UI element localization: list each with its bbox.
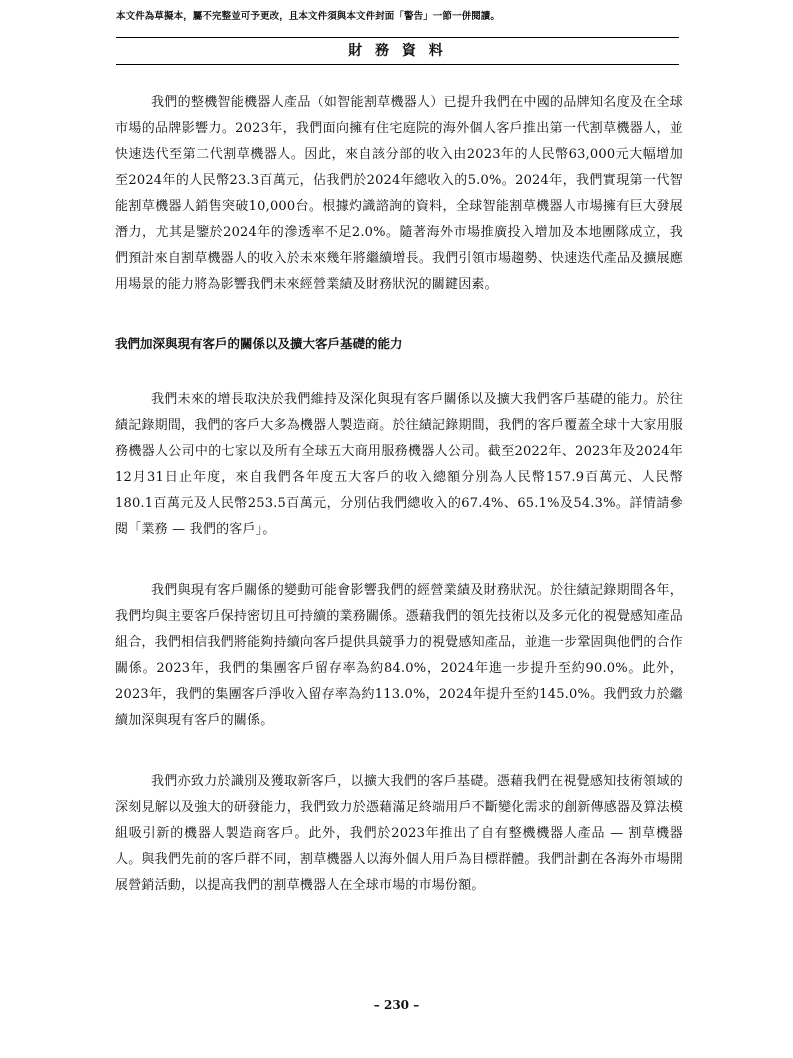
- paragraph-customer-base: 我們未來的增長取決於我們維持及深化與現有客戶關係以及擴大我們客戶基礎的能力。於往績記錄期間，我們的客戶大多為機器人製造商。於往績記錄期間，我們的客戶覆蓋全球十大家用服務機器人公司中的七家以及所有全球五大商用服務機器人公司。截至2022年、2023年及2024年12月31日止年度，來自我們各年度五大客戶的收入總額分別為人民幣157.9百萬元、人民幣180.1百萬元及人民幣253.5百萬元，分別佔我們總收入的67.4%、65.1%及54.3%。詳情請參閱「業務 — 我們的客戶」。: [115, 392, 683, 537]
- header-top-rule: [116, 37, 679, 38]
- document-body: [115, 90, 683, 934]
- section-title: 財 務 資 料: [348, 43, 447, 59]
- subsection-heading: 我們加深與現有客戶的關係以及擴大客戶基礎的能力: [115, 336, 403, 351]
- page-number: – 230 –: [373, 998, 420, 1012]
- draft-disclaimer: 本文件為草擬本，屬不完整並可予更改，且本文件須與本文件封面「警告」一節一併閱讀。: [116, 11, 501, 22]
- paragraph-lawn-robot-revenue: 我們的整機智能機器人產品（如智能割草機器人）已提升我們在中國的品牌知名度及在全球市場的品牌影響力。2023年，我們面向擁有住宅庭院的海外個人客戶推出第一代割草機器人，並快速迭代至第二代割草機器人。因此，來自該分部的收入由2023年的人民幣63,000元大幅增加至2024年的人民幣23.3百萬元，佔我們於2024年總收入的5.0%。2024年，我們實現第一代智能割草機器人銷售突破10,000台。根據灼識諮詢的資料，全球智能割草機器人市場擁有巨大發展潛力，尤其是鑒於2024年的滲透率不足2.0%。隨著海外市場推廣投入增加及本地團隊成立，我們預計來自割草機器人的收入於未來幾年將繼續增長。我們引領市場趨勢、快速迭代產品及擴展應用場景的能力將為影響我們未來經營業績及財務狀況的關鍵因素。: [115, 95, 683, 292]
- header-bottom-rule: [116, 64, 679, 65]
- paragraph-customer-retention: 我們與現有客戶關係的變動可能會影響我們的經營業績及財務狀況。於往績記錄期間各年，我們均與主要客戶保持密切且可持續的業務關係。憑藉我們的領先技術以及多元化的視覺感知產品組合，我們相信我們將能夠持續向客戶提供具競爭力的視覺感知產品，並進一步鞏固與他們的合作關係。2023年，我們的集團客戶留存率為約84.0%，2024年進一步提升至約90.0%。此外，2023年，我們的集團客戶淨收入留存率為約113.0%，2024年提升至約145.0%。我們致力於繼續加深與現有客戶的關係。: [115, 583, 683, 728]
- paragraph-new-customers: 我們亦致力於識別及獲取新客戶，以擴大我們的客戶基礎。憑藉我們在視覺感知技術領域的深刻見解以及強大的研發能力，我們致力於憑藉滿足終端用戶不斷變化需求的創新傳感器及算法模組吸引新的機器人製造商客戶。此外，我們於2023年推出了自有整機機器人產品 — 割草機器人。與我們先前的客戶群不同，割草機器人以海外個人用戶為目標群體。我們計劃在各海外市場開展營銷活動，以提高我們的割草機器人在全球市場的市場份額。: [115, 774, 683, 893]
